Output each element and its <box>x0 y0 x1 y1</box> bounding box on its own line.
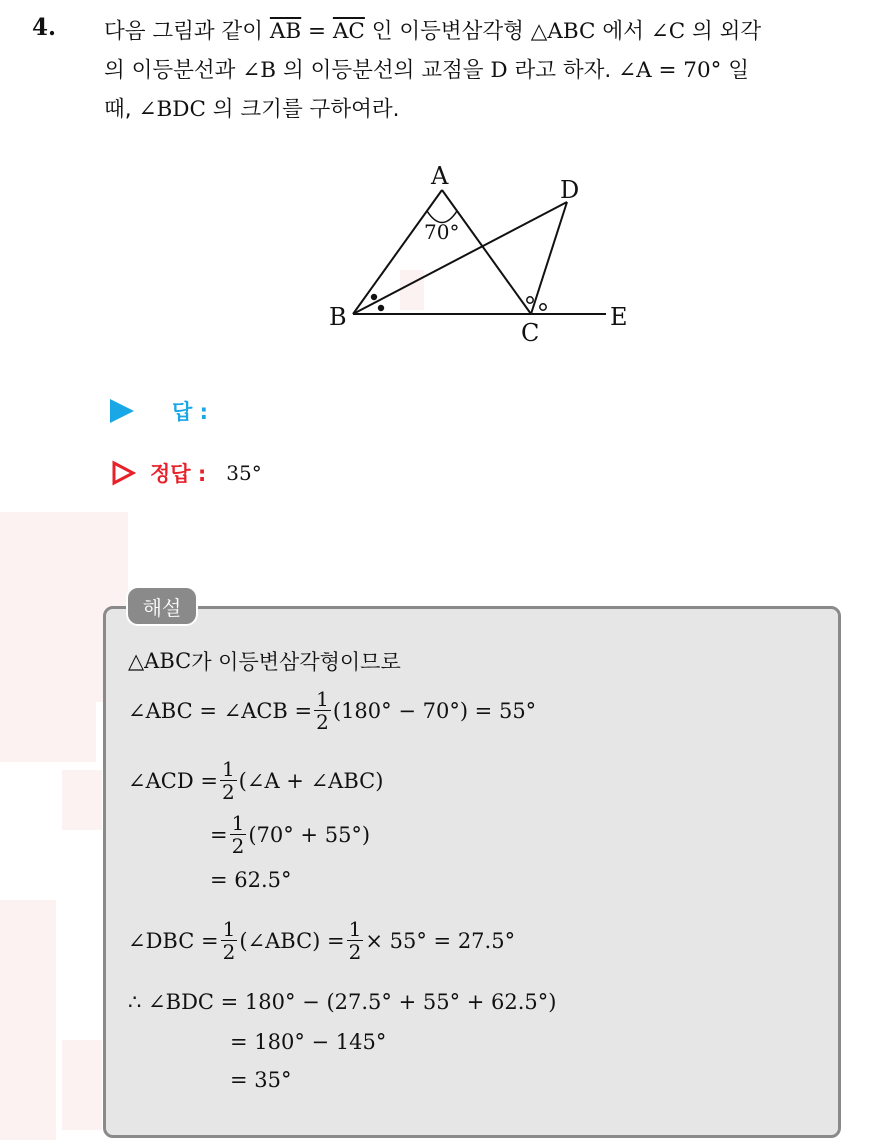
solution-line <box>128 758 383 803</box>
correct-answer-row <box>110 458 262 488</box>
solution-math: ∠ACD = <box>128 768 218 793</box>
angle-c: ∠C <box>650 19 686 44</box>
line-ab <box>353 190 442 314</box>
solution-line <box>128 918 515 963</box>
question-text-part: 의 이등분선의 교점을 <box>276 58 491 83</box>
line-ac <box>442 190 531 314</box>
solution-math: (180° − 70°) = 55° <box>332 698 537 723</box>
correct-answer-label: 정답 : <box>150 462 207 486</box>
answer-label: 답 : <box>172 400 208 424</box>
solution-math: ∴ ∠BDC = 180° − (27.5° + 55° + 62.5°) <box>128 990 557 1014</box>
segment-ac: $\overline{AC}$ <box>332 19 365 44</box>
solution-line <box>230 1030 386 1054</box>
label-d: D <box>560 176 580 204</box>
solution-text: 가 이등변삼각형이므로 <box>191 650 401 674</box>
solution-line <box>230 1068 292 1092</box>
fraction <box>314 688 331 733</box>
background-tint <box>0 900 56 1140</box>
fraction-denominator: 2 <box>231 834 245 858</box>
question-line <box>104 12 864 51</box>
question-text-part: 의 이등분선과 <box>104 58 243 83</box>
fraction-denominator: 2 <box>316 710 329 734</box>
triangle-abc: △ABC <box>530 19 596 44</box>
bisector-dot-mark <box>371 294 377 300</box>
fraction-denominator: 2 <box>222 940 236 964</box>
solution-line <box>128 990 556 1014</box>
solution-math: = 180° − 145° <box>230 1030 387 1054</box>
solution-math: (∠A + ∠ABC) <box>238 768 384 793</box>
question-text <box>104 12 864 129</box>
solution-math: = 62.5° <box>210 868 292 892</box>
fraction-numerator: 1 <box>348 917 362 941</box>
question-text-part: 일 <box>721 58 750 83</box>
angle-bdc: ∠BDC <box>138 97 206 122</box>
solution-math: △ABC <box>128 649 192 673</box>
label-c: C <box>521 319 540 347</box>
question-text-part: 의 외각 <box>685 19 762 44</box>
solution-math: ∠DBC = <box>128 928 219 953</box>
background-tint <box>0 702 96 762</box>
label-a: A <box>431 162 449 190</box>
angle-a-label: 70° <box>424 220 460 244</box>
background-tint <box>62 770 102 830</box>
solution-line <box>128 646 401 676</box>
question-line <box>104 90 864 129</box>
question-text-part: 에서 <box>595 19 651 44</box>
answer-row <box>110 396 208 426</box>
fraction <box>230 812 247 857</box>
solution-math: = 35° <box>230 1068 292 1092</box>
correct-answer-value: 35° <box>226 461 262 485</box>
solution-math: (∠ABC) = <box>239 928 345 953</box>
angle-b: ∠B <box>242 58 277 83</box>
fraction <box>347 918 364 963</box>
fraction <box>221 918 238 963</box>
equals-sign: = <box>301 19 333 44</box>
exterior-circle-mark <box>540 304 546 310</box>
solution-math: × 55° = 27.5° <box>365 928 516 953</box>
question-text-part: 다음 그림과 같이 <box>104 19 270 44</box>
segment-ab: $\overline{AB}$ <box>269 19 302 44</box>
solution-line <box>210 868 292 892</box>
fraction-numerator: 1 <box>231 811 245 835</box>
question-number: 4. <box>32 14 57 41</box>
fraction-denominator: 2 <box>348 940 362 964</box>
fraction-numerator: 1 <box>221 757 235 781</box>
question-text-part: 때, <box>104 97 139 122</box>
point-d: D <box>490 58 508 83</box>
label-e: E <box>610 303 628 331</box>
solution-math: ∠ABC = ∠ACB = <box>128 698 313 723</box>
label-b: B <box>329 303 347 331</box>
outline-arrow-icon <box>110 460 136 486</box>
exterior-circle-mark <box>527 297 533 303</box>
fraction-denominator: 2 <box>221 780 235 804</box>
solution-line <box>128 688 536 733</box>
play-arrow-icon <box>110 399 134 423</box>
fraction-numerator: 1 <box>222 917 236 941</box>
solution-math: (70° + 55°) <box>248 822 371 847</box>
fraction <box>220 758 237 803</box>
question-line <box>104 51 864 90</box>
line-bd <box>353 202 567 314</box>
solution-math: = <box>210 822 228 847</box>
fraction-numerator: 1 <box>316 687 329 711</box>
question-text-part: 인 이등변삼각형 <box>364 19 531 44</box>
background-tint <box>62 1040 102 1130</box>
angle-a-value: ∠A = 70° <box>618 58 722 83</box>
question-text-part: 의 크기를 구하여라. <box>205 97 400 122</box>
bisector-dot-mark <box>378 305 384 311</box>
question-text-part: 라고 하자. <box>507 58 619 83</box>
triangle-figure <box>320 150 650 350</box>
solution-tag: 해설 <box>126 586 198 626</box>
solution-line <box>210 812 370 857</box>
